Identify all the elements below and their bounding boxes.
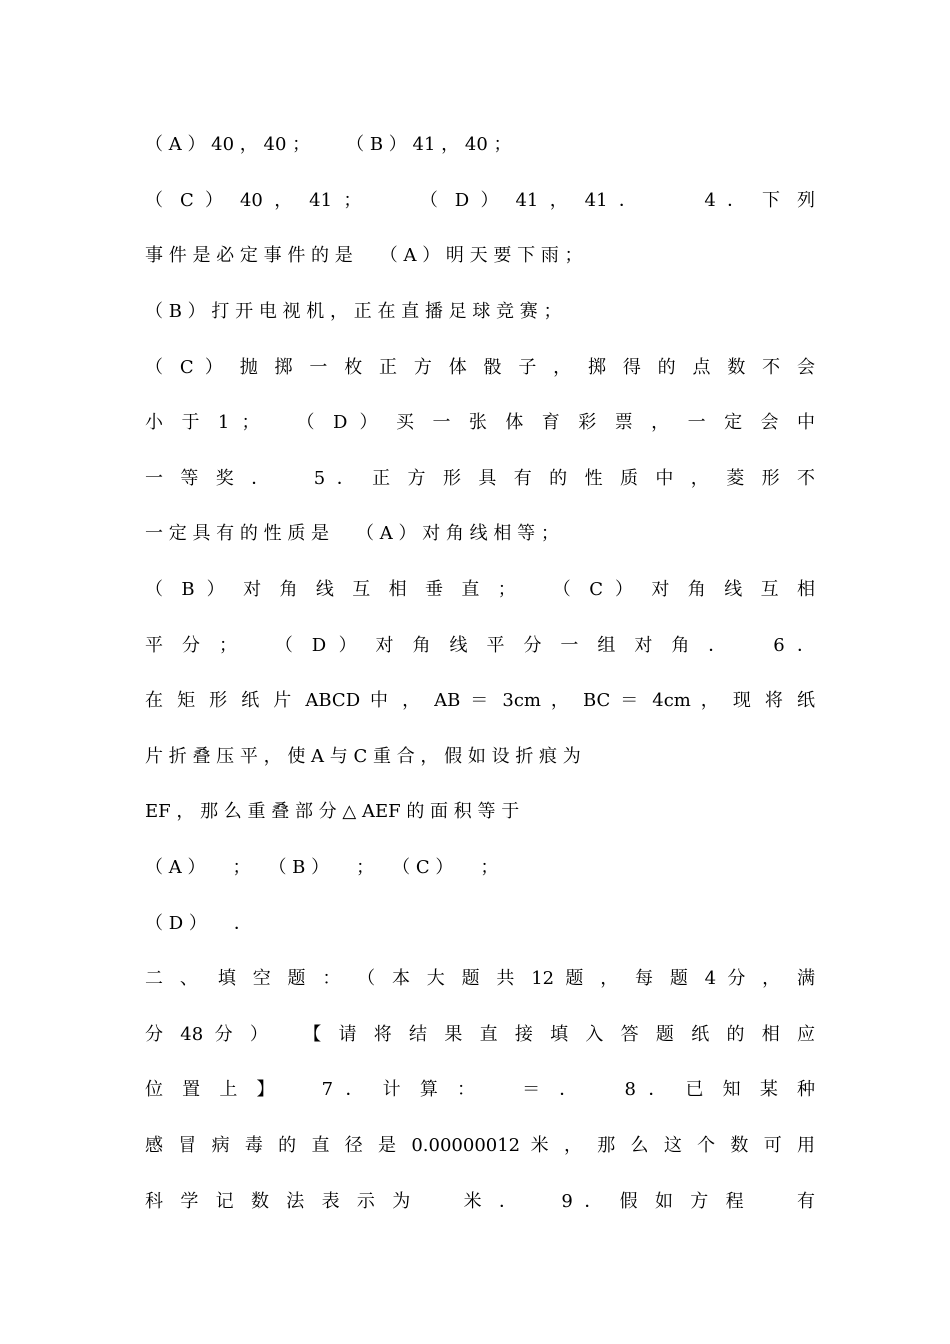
text-line: 感 冒 病 毒 的 直 径 是 0.00000012 米 ， 那 么 这 个 数 可 用 — [145, 1135, 815, 1156]
text-line: （ C ） 40 ， 41 ； （ D ） 41 ， 41 ． 4 ． 下 列 — [145, 190, 815, 211]
text-line: EF ， 那 么 重 叠 部 分 △ AEF 的 面 积 等 于 — [145, 801, 520, 822]
text-line: 在 矩 形 纸 片 ABCD 中 ， AB ＝ 3cm ， BC ＝ 4cm ， 现 将 纸 — [145, 690, 815, 711]
text-line: 一 等 奖 ． 5 ． 正 方 形 具 有 的 性 质 中 ， 菱 形 不 — [145, 468, 815, 489]
text-line: （ D ） ． — [145, 913, 252, 934]
text-line: 事 件 是 必 定 事 件 的 是 （ A ） 明 天 要 下 雨 ； — [145, 245, 583, 266]
text-line: 片 折 叠 压 平 ， 使 A 与 C 重 合 ， 假 如 设 折 痕 为 — [145, 746, 581, 767]
text-line: 分 48 分 ） 【 请 将 结 果 直 接 填 入 答 题 纸 的 相 应 — [145, 1024, 815, 1045]
text-line: （ B ） 打 开 电 视 机 ， 正 在 直 播 足 球 竞 赛 ； — [145, 301, 562, 322]
text-line: 科 学 记 数 法 表 示 为 米 ． 9 ． 假 如 方 程 有 — [145, 1191, 815, 1212]
text-line: 小 于 1 ； （ D ） 买 一 张 体 育 彩 票 ， 一 定 会 中 — [145, 412, 815, 433]
text-line: 平 分 ； （ D ） 对 角 线 平 分 一 组 对 角 ． 6 ． — [145, 635, 815, 656]
text-line: （ B ） 对 角 线 互 相 垂 直 ； （ C ） 对 角 线 互 相 — [145, 579, 815, 600]
text-line: （ C ） 抛 掷 一 枚 正 方 体 骰 子 ， 掷 得 的 点 数 不 会 — [145, 357, 815, 378]
text-line: 二 、 填 空 题 ： （ 本 大 题 共 12 题 ， 每 题 4 分 ， 满 — [145, 968, 815, 989]
text-line: （ A ） 40 ， 40 ； （ B ） 41 ， 40 ； — [145, 134, 512, 155]
text-line: 位 置 上 】 7 ． 计 算 ： ＝ ． 8 ． 已 知 某 种 — [145, 1079, 815, 1100]
text-line: （ A ） ； （ B ） ； （ C ） ； — [145, 857, 499, 878]
text-line: 一 定 具 有 的 性 质 是 （ A ） 对 角 线 相 等 ； — [145, 523, 559, 544]
